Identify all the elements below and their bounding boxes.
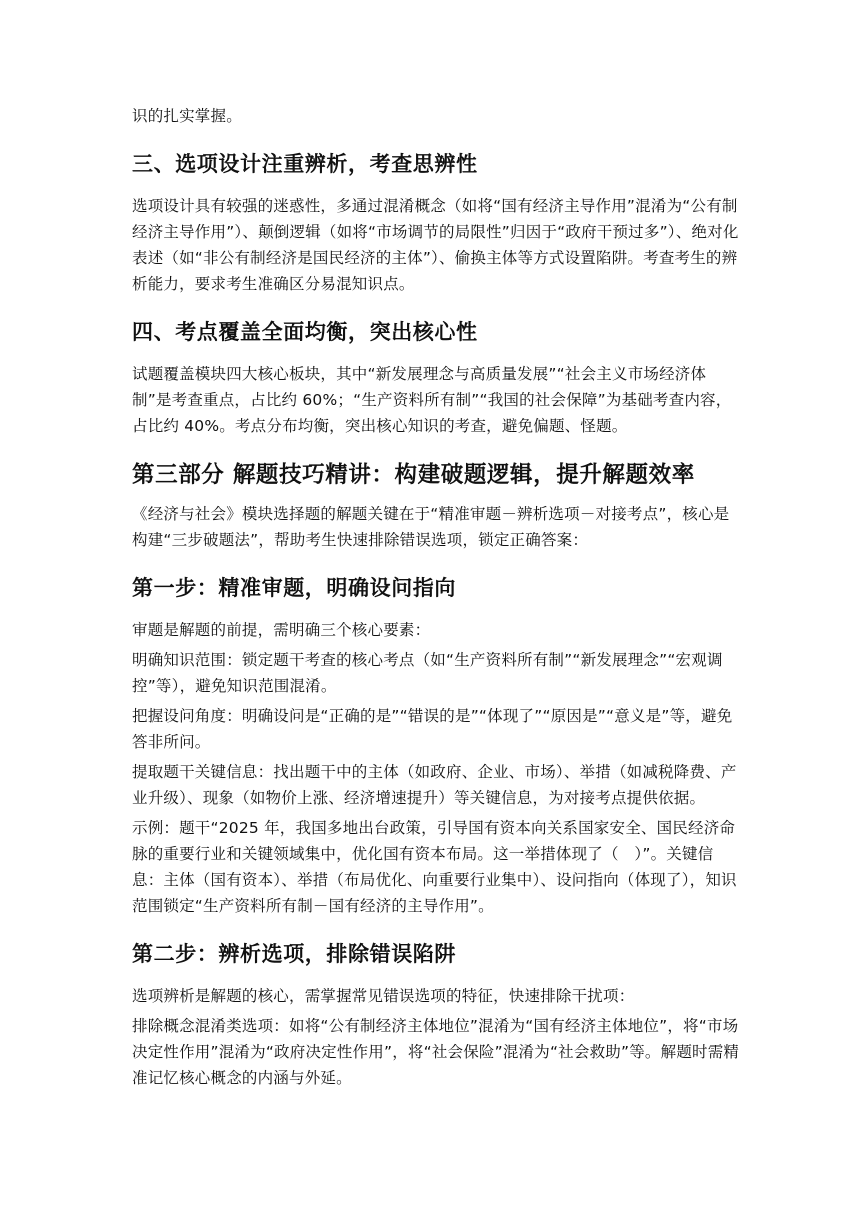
section-heading-3: 三、选项设计注重辨析，考查思辨性 (132, 151, 478, 176)
document-page (132, 103, 740, 1095)
part-heading-3: 第三部分 解题技巧精讲：构建破题逻辑，提升解题效率 (132, 462, 695, 488)
paragraph-step1-intro: 审题是解题的前提，需明确三个核心要素： (132, 621, 431, 639)
paragraph-step1-example: 示例：题干“2025 年，我国多地出台政策，引导国有资本向关系国家安全、国民经济命脉的重要行业和关键领域集中，优化国有资本布局。这一举措体现了（ ）”。关键信息：主体（国有资本）、举措（布局优化、向重要行业集中）、设问指向（体现了），知识范围锁定“生产资料所有制－国有经济的主导作用”。 (132, 819, 737, 915)
paragraph-step2-intro: 选项辨析是解题的核心，需掌握常见错误选项的特征，快速排除干扰项： (132, 987, 635, 1005)
step2-heading: 第二步：辨析选项，排除错误陷阱 (132, 941, 456, 966)
paragraph-coverage: 试题覆盖模块四大核心板块，其中“新发展理念与高质量发展”“社会主义市场经济体制”是考查重点，占比约 60%；“生产资料所有制”“我国的社会保障”为基础考查内容，占比约 40%。考点分布均衡，突出核心知识的考查，避免偏题、怪题。 (132, 365, 732, 435)
paragraph-step1-knowledge-scope: 明确知识范围：锁定题干考查的核心考点（如“生产资料所有制”“新发展理念”“宏观调控”等），避免知识范围混淆。 (132, 651, 723, 695)
paragraph-step1-question-angle: 把握设问角度：明确设问是“正确的是”“错误的是”“体现了”“原因是”“意义是”等，避免答非所问。 (132, 707, 733, 751)
section-heading-4: 四、考点覆盖全面均衡，突出核心性 (132, 319, 478, 344)
paragraph-step1-key-info: 提取题干关键信息：找出题干中的主体（如政府、企业、市场）、举措（如减税降费、产业升级）、现象（如物价上涨、经济增速提升）等关键信息，为对接考点提供依据。 (132, 763, 737, 807)
paragraph-continuation: 识的扎实掌握。 (132, 107, 242, 125)
step1-heading: 第一步：精准审题，明确设问指向 (132, 575, 456, 600)
paragraph-step2-concept-confusion: 排除概念混淆类选项：如将“公有制经济主体地位”混淆为“国有经济主体地位”，将“市场决定性作用”混淆为“政府决定性作用”，将“社会保险”混淆为“社会救助”等。解题时需精准记忆核心概念的内涵与外延。 (132, 1017, 740, 1087)
paragraph-part3-intro: 《经济与社会》模块选择题的解题关键在于“精准审题－辨析选项－对接考点”，核心是构建“三步破题法”，帮助考生快速排除错误选项，锁定正确答案： (132, 505, 730, 549)
paragraph-option-design: 选项设计具有较强的迷惑性，多通过混淆概念（如将“国有经济主导作用”混淆为“公有制经济主导作用”）、颠倒逻辑（如将“市场调节的局限性”归因于“政府干预过多”）、绝对化表述（如“非公有制经济是国民经济的主体”）、偷换主体等方式设置陷阱。考查考生的辨析能力，要求考生准确区分易混知识点。 (132, 197, 739, 293)
